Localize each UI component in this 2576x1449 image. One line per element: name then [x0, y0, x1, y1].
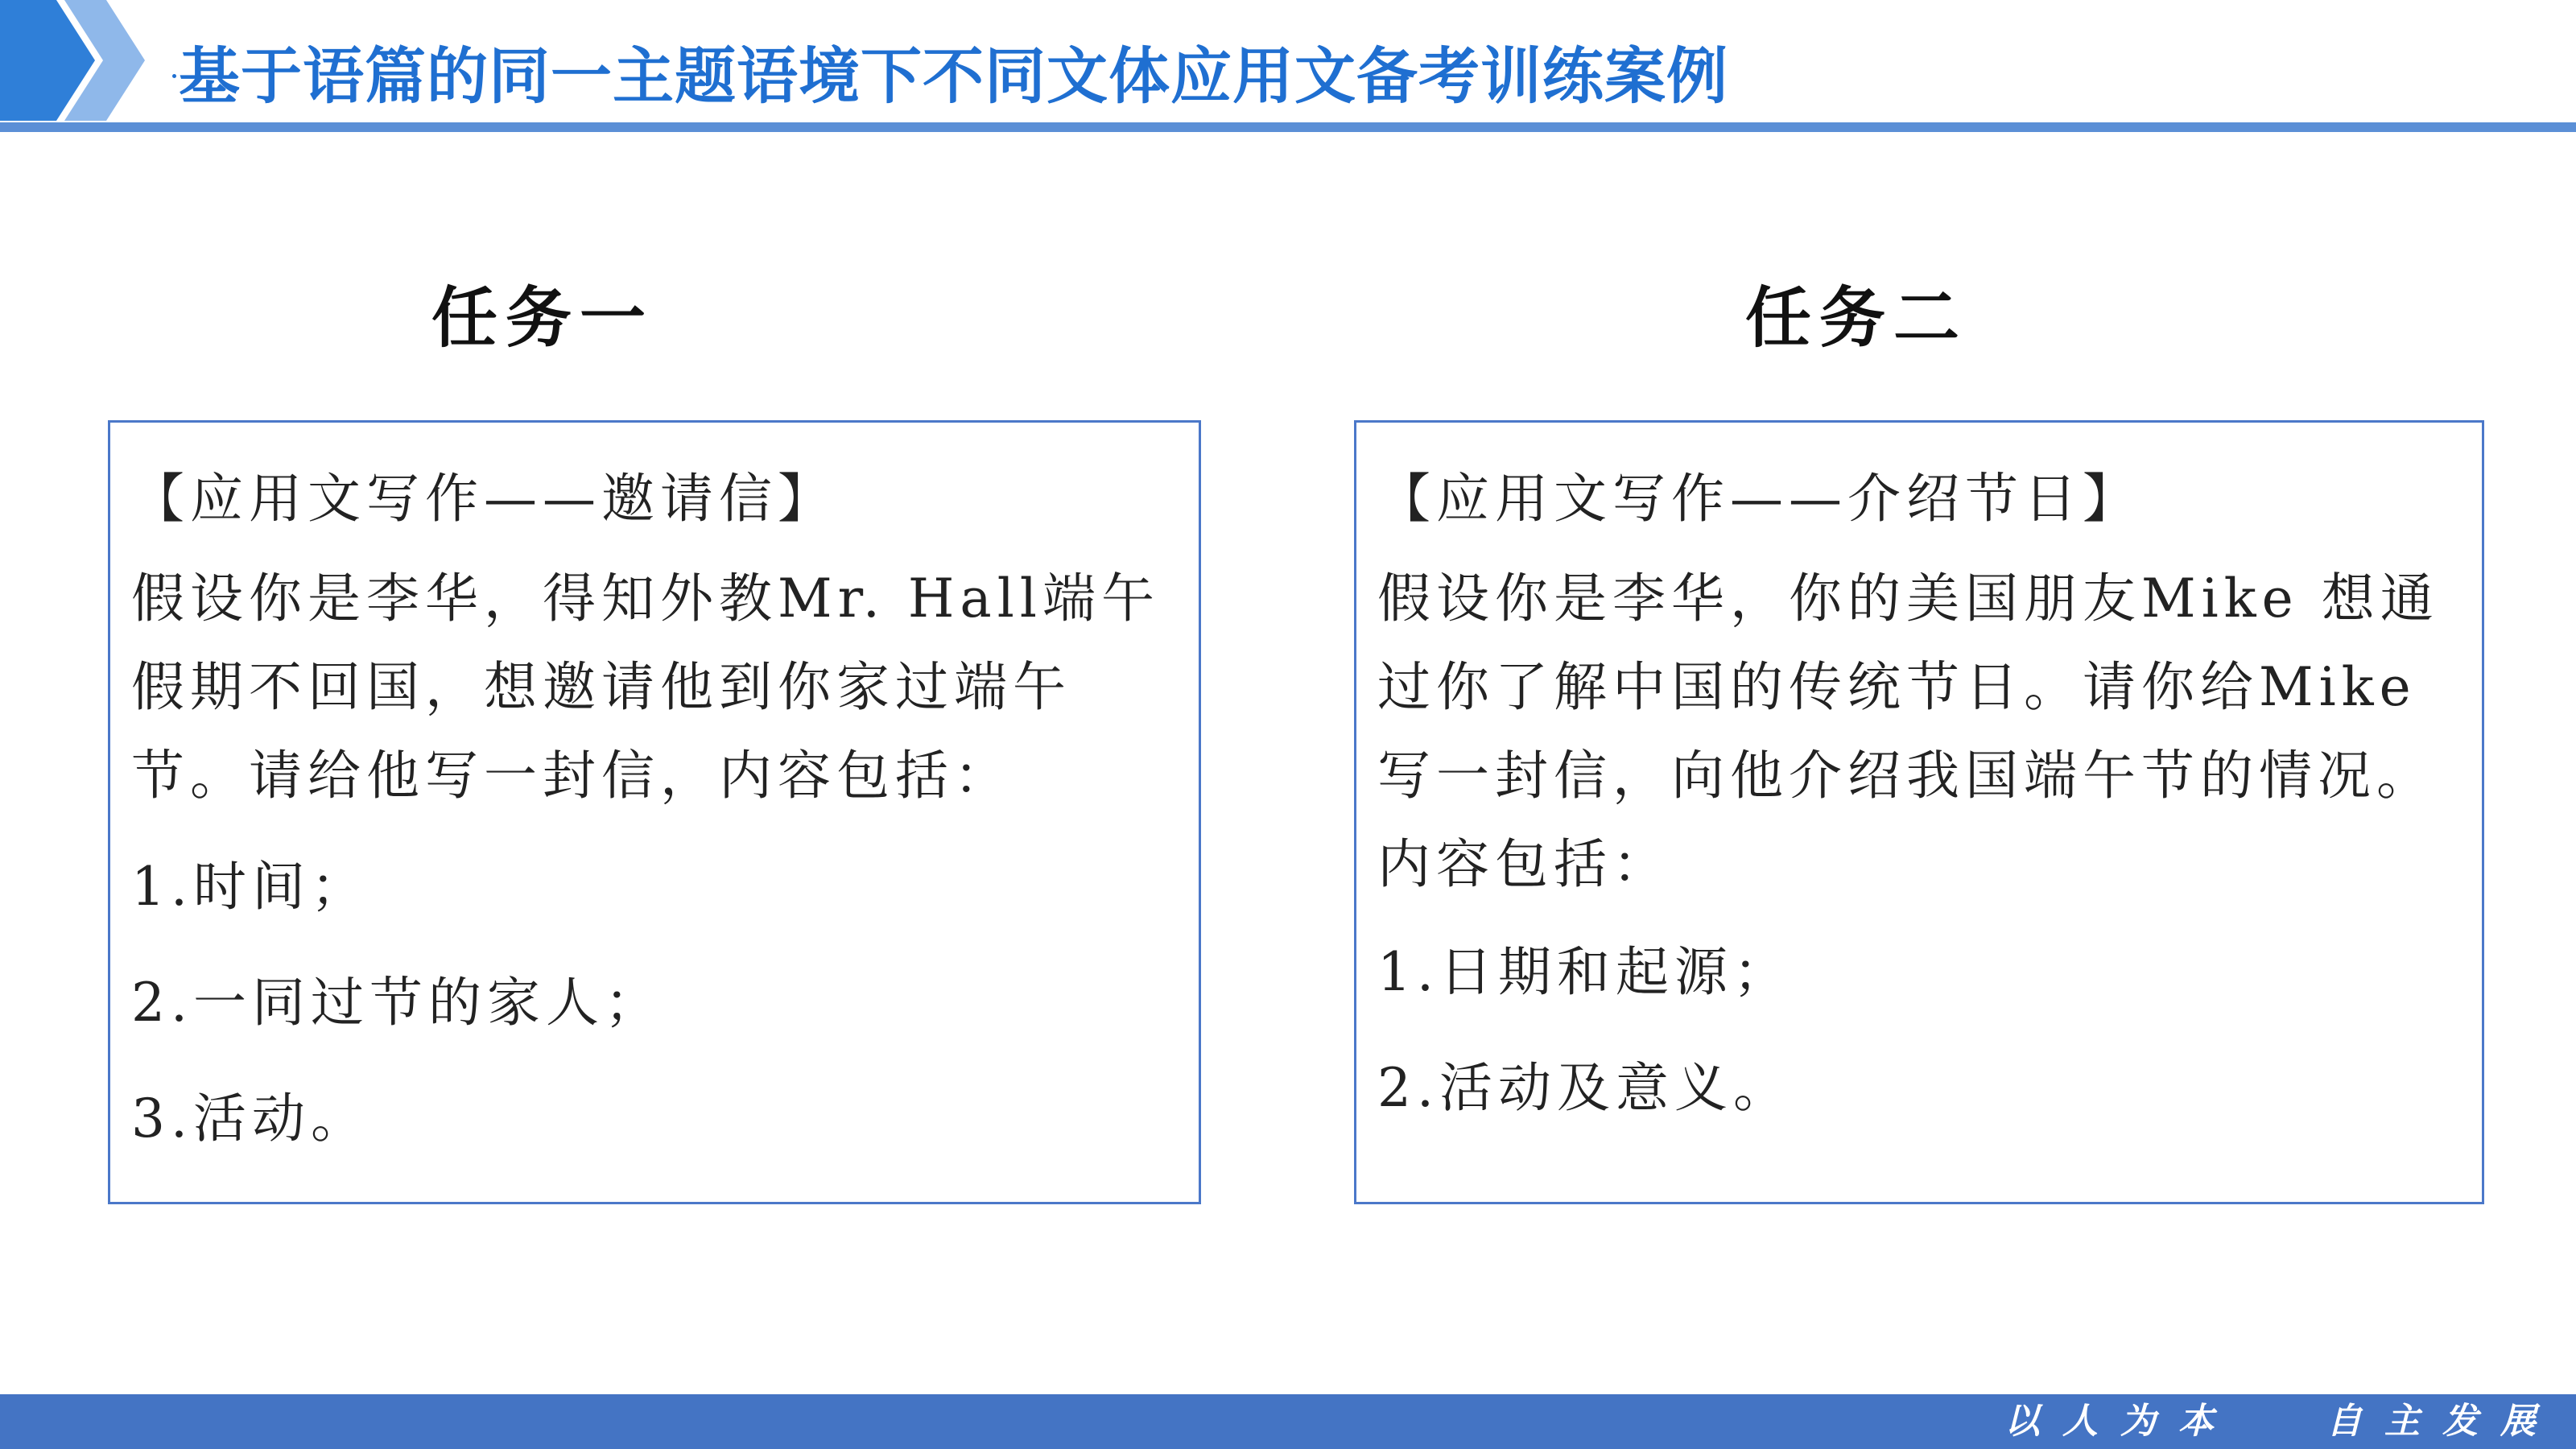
task-one-box: [108, 420, 1201, 1204]
task-one-item: 2.一同过节的家人；: [131, 972, 663, 1034]
chevron-arrows-icon: [0, 0, 161, 121]
task-one-box-title: 【应用文写作——邀请信】: [131, 468, 836, 530]
task-two-prompt: 假设你是李华，你的美国朋友Mike 想通过你了解中国的传统节日。请你给Mike写一封信，向他介绍我国端午节的情况。内容包括：: [1377, 568, 2439, 895]
task-one-prompt: 假设你是李华，得知外教Mr. Hall端午假期不回国，想邀请他到你家过端午节。请给他写一封信，内容包括：: [131, 568, 1160, 807]
title-bullet-dot: [172, 74, 176, 78]
task-two-item: 1.日期和起源；: [1377, 941, 1792, 1003]
task-one-item: 3.活动。: [131, 1088, 369, 1150]
task-two-box: [1354, 420, 2484, 1204]
footer-slogan-right: 自主发展: [2326, 1401, 2558, 1442]
task-one-item: 1.时间；: [131, 856, 369, 918]
task-two-item: 2.活动及意义。: [1377, 1057, 1792, 1119]
task-one-content: [131, 447, 1183, 1191]
page-title: 基于语篇的同一主题语境下不同文体应用文备考训练案例: [179, 40, 1728, 112]
task-one-heading: 任务一: [431, 279, 654, 357]
header-divider: [0, 122, 2576, 132]
footer-slogan-left: 以人为本: [2004, 1401, 2236, 1442]
task-two-heading: 任务二: [1745, 279, 1968, 357]
task-two-content: [1377, 447, 2466, 1160]
task-two-box-title: 【应用文写作——介绍节日】: [1377, 468, 2141, 530]
